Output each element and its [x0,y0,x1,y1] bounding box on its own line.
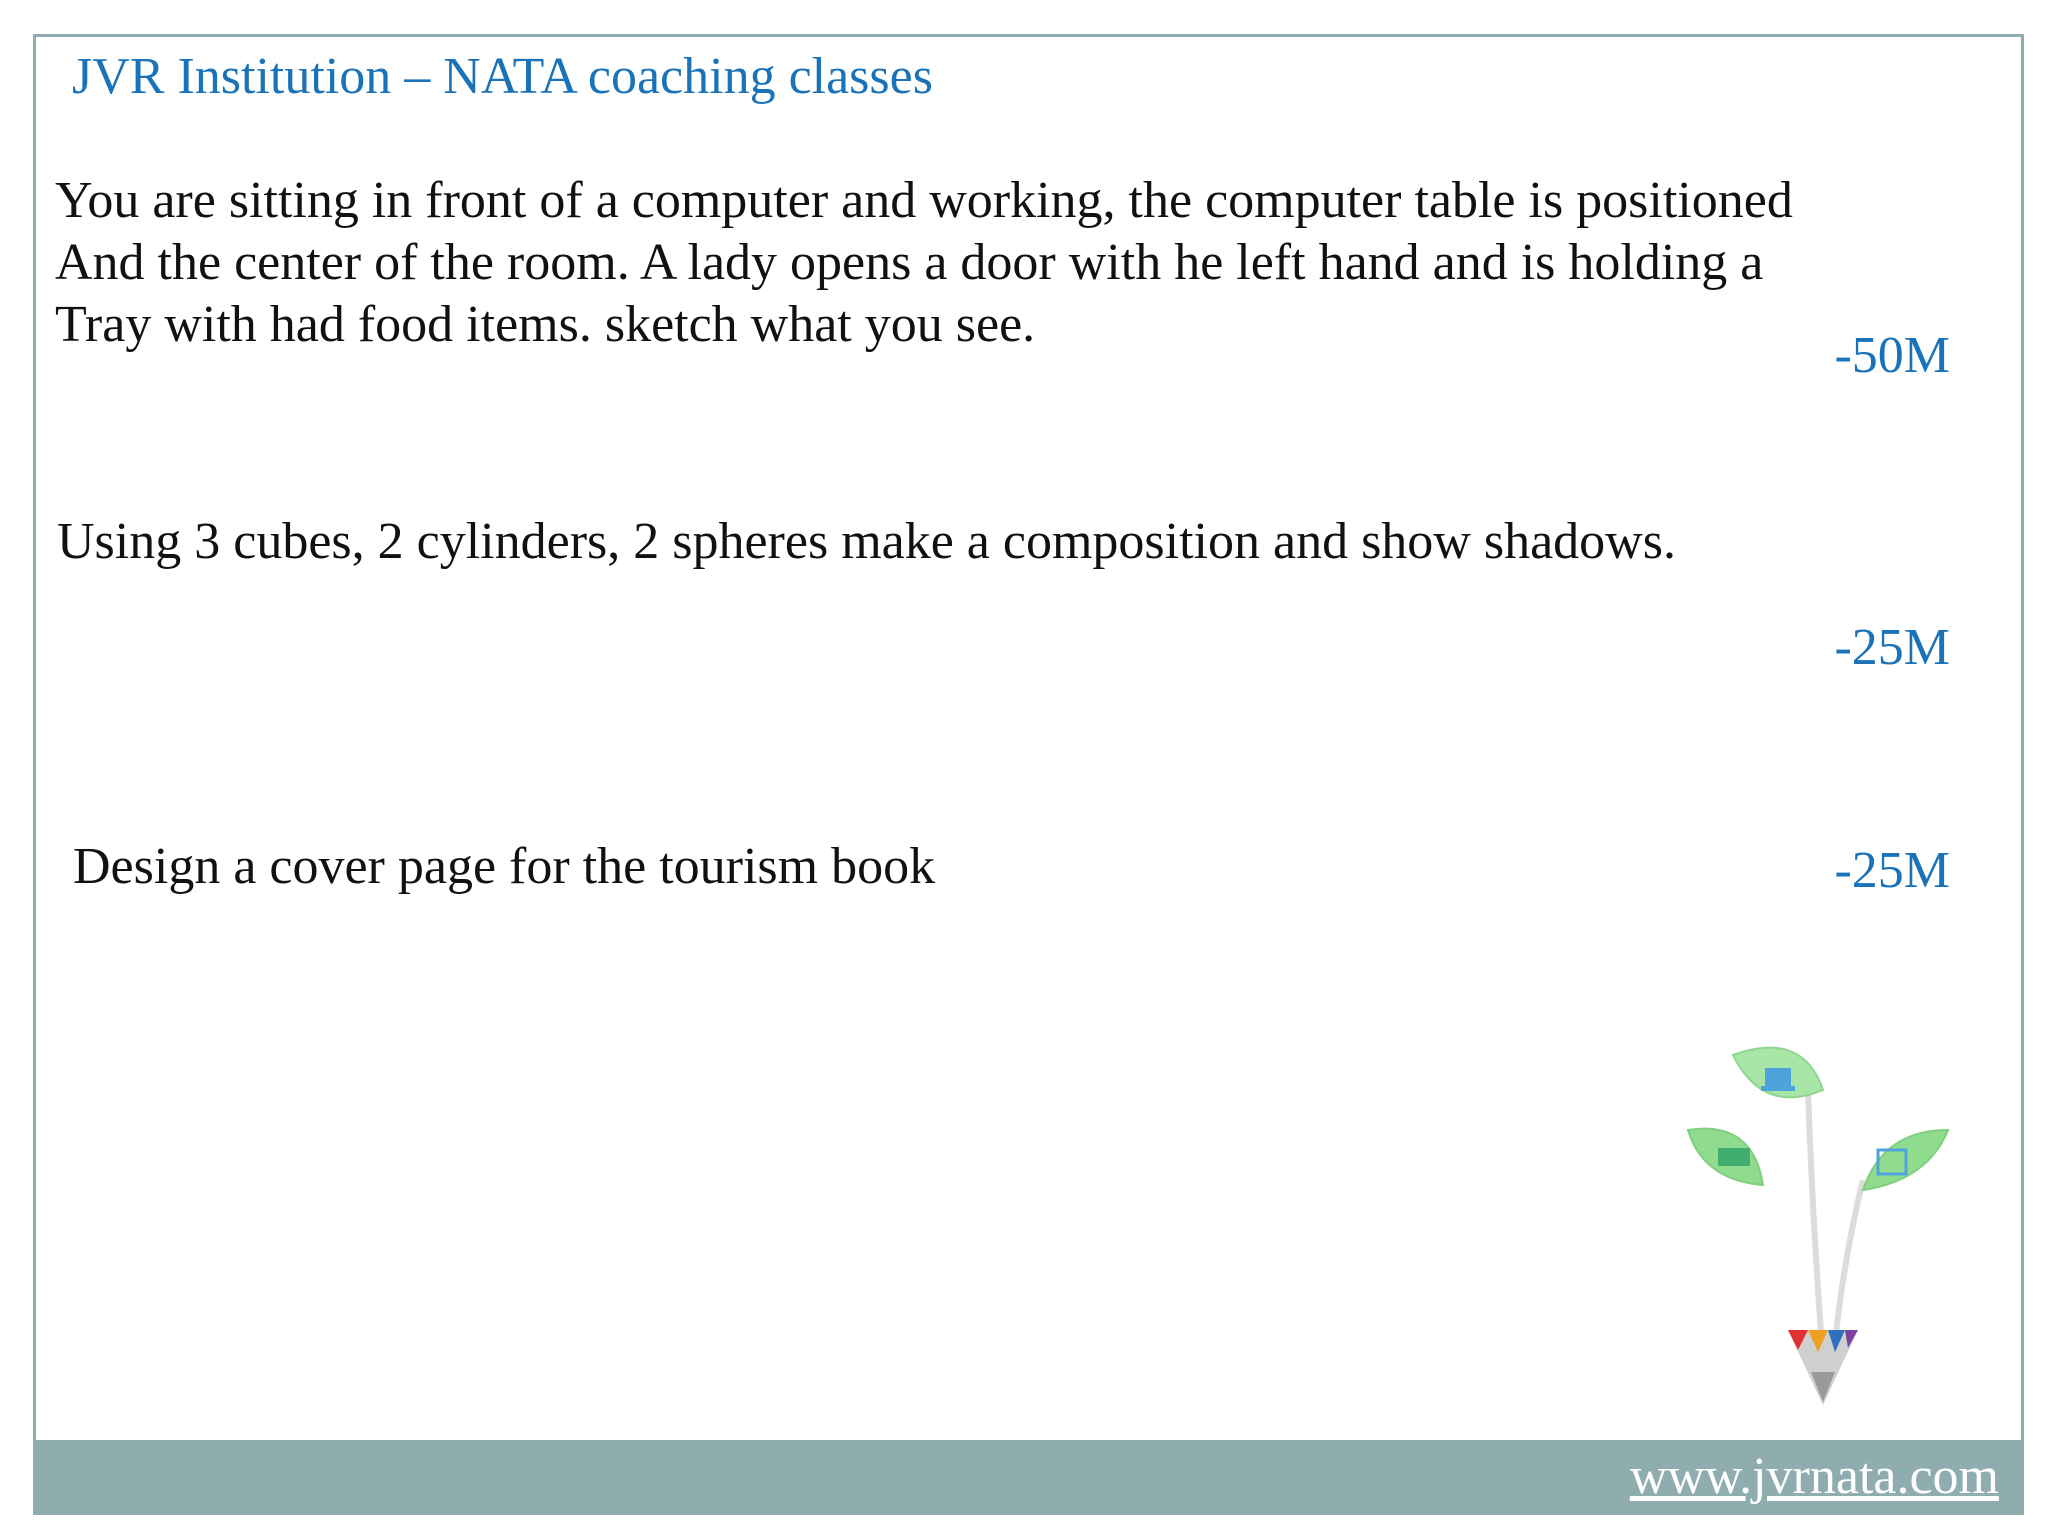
leaf-monitor-icon [1688,1129,1763,1185]
question-1-text [55,170,1995,356]
leaf-computer-icon [1733,1048,1823,1098]
slide-title: JVR Institution – NATA coaching classes [72,48,933,105]
logo-stem-center [1808,1090,1823,1360]
leaf-drawing-icon [1863,1130,1948,1190]
question-2-marks: -25M [1834,619,1950,676]
question-2-text: Using 3 cubes, 2 cylinders, 2 spheres make a composition and show shadows. [57,513,1676,570]
question-1-line-3: Tray with had food items. sketch what you see. [55,296,1036,353]
question-3-marks: -25M [1834,842,1950,899]
pencil-tip-icon [1788,1330,1858,1405]
question-3-text: Design a cover page for the tourism book [73,838,936,895]
question-1-marks: -50M [1834,327,1950,384]
question-1-line-1: You are sitting in front of a computer and working, the computer table is positioned [55,172,1793,229]
footer-bar [35,1440,2023,1513]
website-link[interactable]: www.jvrnata.com [1629,1448,1999,1505]
question-1-line-2: And the center of the room. A lady opens a door with he left hand and is holding a [55,234,1764,291]
institute-logo [1683,1030,1953,1430]
